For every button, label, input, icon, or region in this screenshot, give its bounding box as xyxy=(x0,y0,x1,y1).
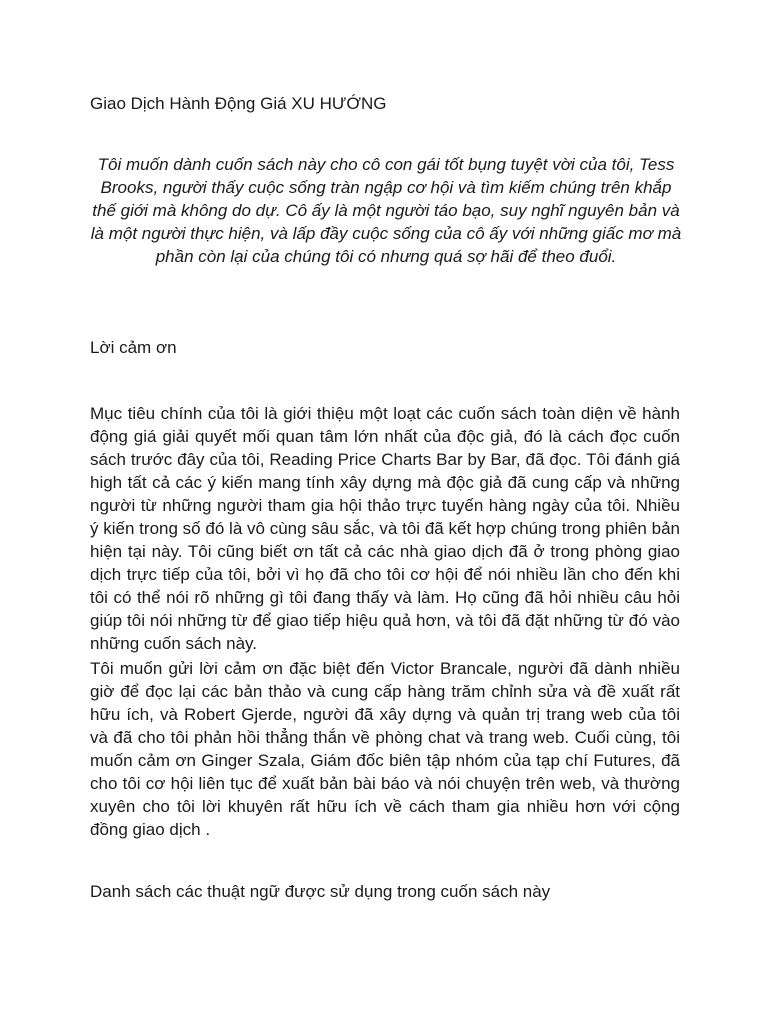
dedication-paragraph: Tôi muốn dành cuốn sách này cho cô con gái tốt bụng tuyệt vời của tôi, Tess Brooks, người thấy cuộc sống tràn ngập cơ hội và tìm kiếm chúng trên khắp thế giới mà không do dự. Cô ấy là một người táo bạo, suy nghĩ nguyên bản và là một người thực hiện, và lấp đầy cuộc sống của cô ấy với những giấc mơ mà phần còn lại của chúng tôi có nhưng quá sợ hãi để theo đuổi. xyxy=(90,155,682,266)
terms-list-heading: Danh sách các thuật ngữ được sử dụng trong cuốn sách này xyxy=(90,882,551,901)
acknowledgements-heading: Lời cảm ơn xyxy=(90,338,177,357)
acknowledgements-paragraph-1: Mục tiêu chính của tôi là giới thiệu một loạt các cuốn sách toàn diện về hành động giá giải quyết mối quan tâm lớn nhất của độc giả, đó là cách đọc cuốn sách trước đây của tôi, Reading Price Charts Bar by Bar, đã đọc. Tôi đánh giá high tất cả các ý kiến mang tính xây dựng mà độc giả đã cung cấp và những người từ những người tham gia hội thảo trực tuyến hàng ngày của tôi. Nhiều ý kiến trong số đó là vô cùng sâu sắc, và tôi đã kết hợp chúng trong phiên bản hiện tại này. Tôi cũng biết ơn tất cả các nhà giao dịch đã ở trong phòng giao dịch trực tiếp của tôi, bởi vì họ đã cho tôi cơ hội để nói nhiều lần cho đến khi tôi có thể nói rõ những gì tôi đang thấy và làm. Họ cũng đã hỏi nhiều câu hỏi giúp tôi nói những từ để giao tiếp hiệu quả hơn, và tôi đã đặt những từ đó vào những cuốn sách này. xyxy=(90,404,680,653)
document-title: Giao Dịch Hành Động Giá XU HƯỚNG xyxy=(90,94,387,113)
acknowledgements-paragraph-2: Tôi muốn gửi lời cảm ơn đặc biệt đến Victor Brancale, người đã dành nhiều giờ để đọc lại các bản thảo và cung cấp hàng trăm chỉnh sửa và đề xuất rất hữu ích, và Robert Gjerde, người đã xây dựng và quản trị trang web của tôi và đã cho tôi phản hồi thẳng thắn về phòng chat và trang web. Cuối cùng, tôi muốn cảm ơn Ginger Szala, Giám đốc biên tập nhóm của tạp chí Futures, đã cho tôi cơ hội liên tục để xuất bản bài báo và nói chuyện trên web, và thường xuyên cho tôi lời khuyên rất hữu ích về cách tham gia nhiều hơn với cộng đồng giao dịch . xyxy=(90,659,680,839)
